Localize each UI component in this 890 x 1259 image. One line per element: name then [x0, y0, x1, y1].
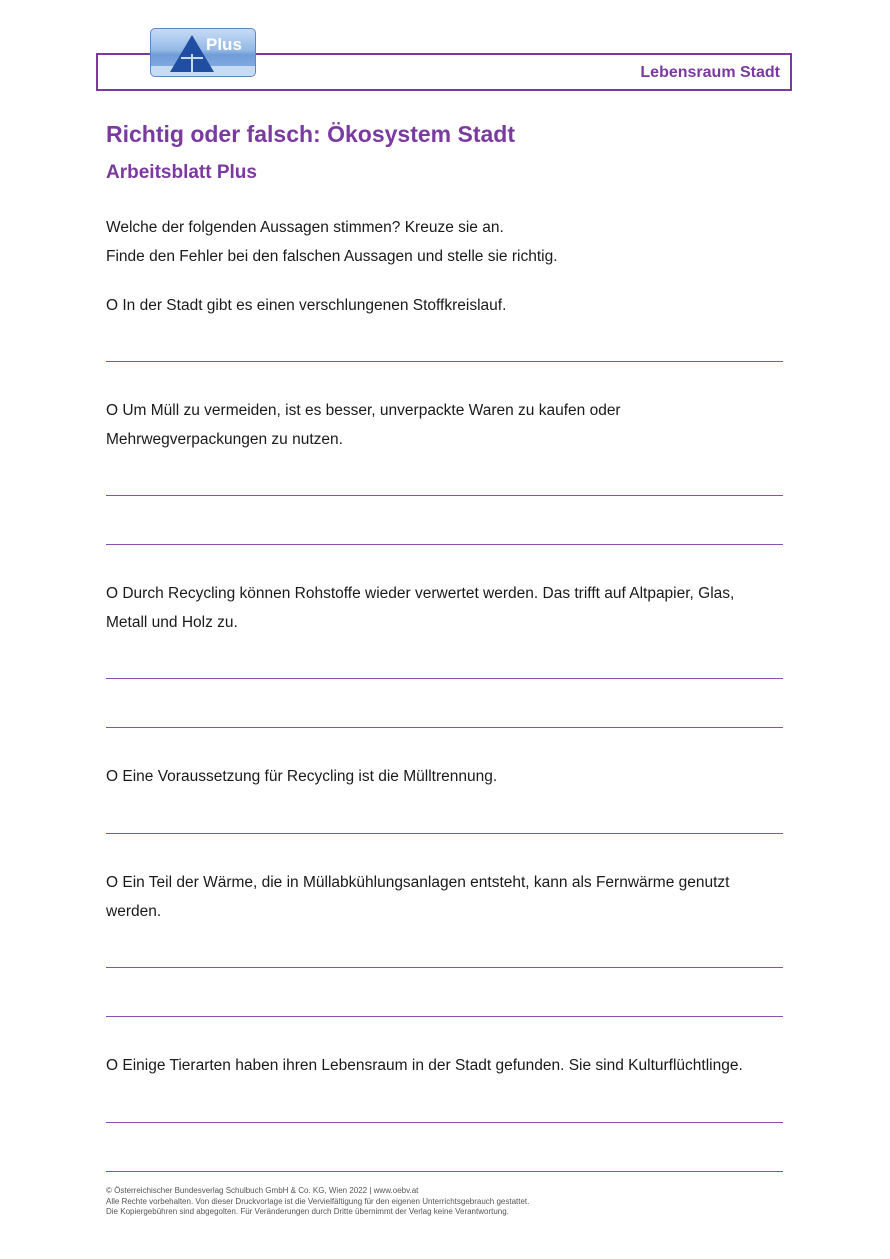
- footer-line: Die Kopiergebühren sind abgegolten. Für Veränderungen durch Dritte übernimmt der Verlag keine Verantwortung.: [106, 1207, 509, 1216]
- answer-line[interactable]: [106, 1122, 783, 1123]
- page-subtitle: Arbeitsblatt Plus: [106, 162, 257, 183]
- statement-4: [106, 762, 796, 791]
- instruction-text: [106, 213, 796, 271]
- statement-1: [106, 291, 796, 320]
- statement-5: [106, 868, 796, 926]
- statement-6: [106, 1051, 796, 1080]
- plus-logo: [150, 28, 256, 77]
- footer-line: © Österreichischer Bundesverlag Schulbuch GmbH & Co. KG, Wien 2022 | www.oebv.at: [106, 1186, 419, 1195]
- answer-line[interactable]: [106, 495, 783, 496]
- statement-line: werden.: [106, 903, 162, 920]
- answer-line[interactable]: [106, 678, 783, 679]
- statement-line: O In der Stadt gibt es einen verschlungenen Stoffkreislauf.: [106, 297, 507, 314]
- statement-3: [106, 579, 796, 637]
- statement-2: [106, 396, 796, 454]
- logo-label: Plus: [206, 35, 242, 54]
- answer-line[interactable]: [106, 1171, 783, 1172]
- answer-line[interactable]: [106, 727, 783, 728]
- instruction-line: Finde den Fehler bei den falschen Aussagen und stelle sie richtig.: [106, 248, 558, 265]
- statement-line: Mehrwegverpackungen zu nutzen.: [106, 431, 343, 448]
- answer-line[interactable]: [106, 833, 783, 834]
- answer-line[interactable]: [106, 967, 783, 968]
- copyright-footer: [106, 1186, 806, 1218]
- instruction-line: Welche der folgenden Aussagen stimmen? Kreuze sie an.: [106, 219, 504, 236]
- statement-line: O Eine Voraussetzung für Recycling ist die Mülltrennung.: [106, 768, 498, 785]
- answer-line[interactable]: [106, 544, 783, 545]
- statement-line: O Ein Teil der Wärme, die in Müllabkühlungsanlagen entsteht, kann als Fernwärme genutzt: [106, 874, 730, 891]
- footer-line: Alle Rechte vorbehalten. Von dieser Druckvorlage ist die Vervielfältigung für den eigenen Unterrichtsgebrauch gestattet.: [106, 1196, 530, 1206]
- section-title: Lebensraum Stadt: [640, 64, 780, 81]
- answer-line[interactable]: [106, 1016, 783, 1017]
- statement-line: O Einige Tierarten haben ihren Lebensraum in der Stadt gefunden. Sie sind Kulturflüchtlinge.: [106, 1057, 743, 1074]
- statement-line: O Durch Recycling können Rohstoffe wieder verwertet werden. Das trifft auf Altpapier, Glas,: [106, 585, 735, 602]
- statement-line: Metall und Holz zu.: [106, 614, 238, 631]
- statement-line: O Um Müll zu vermeiden, ist es besser, unverpackte Waren zu kaufen oder: [106, 402, 621, 419]
- answer-line[interactable]: [106, 361, 783, 362]
- page-title: Richtig oder falsch: Ökosystem Stadt: [106, 121, 515, 147]
